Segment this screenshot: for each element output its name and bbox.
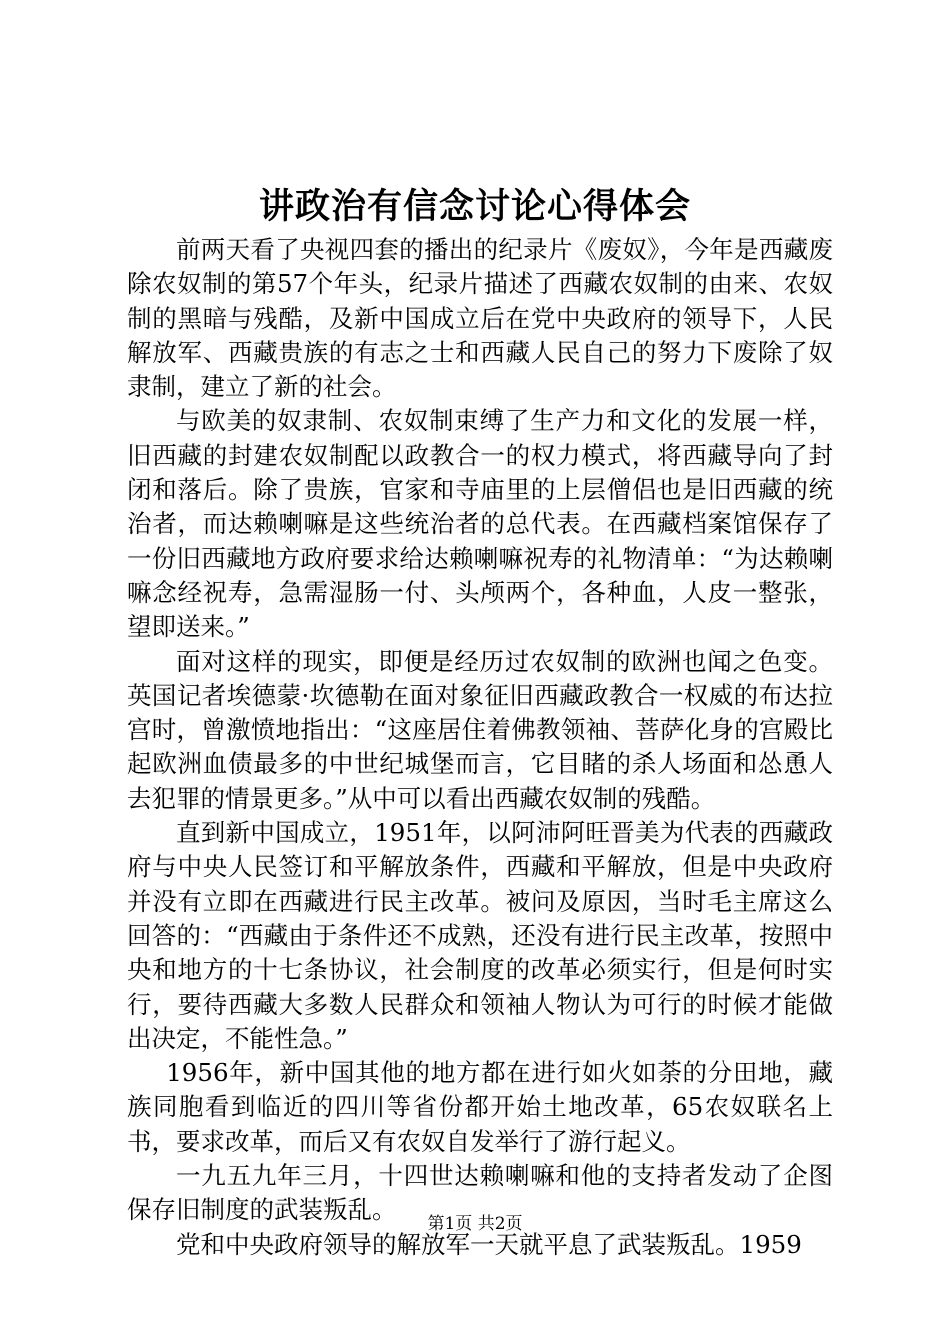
paragraph: 前两天看了央视四套的播出的纪录片《废奴》，今年是西藏废除农奴制的第57个年头，纪录片描述了西藏农奴制的由来、农奴制的黑暗与残酷，及新中国成立后在党中央政府的领导下，人民解放军、西藏贵族的有志之士和西藏人民自己的努力下废除了奴隶制，建立了新的社会。 (127, 235, 833, 402)
document-body (127, 233, 833, 1262)
page-number-footer: 第1页 共2页 (427, 1214, 523, 1234)
paragraph: 直到新中国成立，1951年，以阿沛阿旺晋美为代表的西藏政府与中央人民签订和平解放条件，西藏和平解放，但是中央政府并没有立即在西藏进行民主改革。被问及原因，当时毛主席这么回答的：“西藏由于条件还不成熟，还没有进行民主改革，按照中央和地方的十七条协议，社会制度的改革必须实行，但是何时实行，要待西藏大多数人民群众和领袖人物认为可行的时候才能做出决定，不能性急。” (127, 818, 833, 1053)
paragraph: 面对这样的现实，即便是经历过农奴制的欧洲也闻之色变。英国记者埃德蒙·坎德勒在面对象征旧西藏政教合一权威的布达拉宫时，曾激愤地指出：“这座居住着佛教领袖、菩萨化身的宫殿比起欧洲血债最多的中世纪城堡而言，它目睹的杀人场面和怂恿人去犯罪的情景更多。”从中可以看出西藏农奴制的残酷。 (127, 646, 833, 813)
paragraph: 与欧美的奴隶制、农奴制束缚了生产力和文化的发展一样，旧西藏的封建农奴制配以政教合一的权力模式，将西藏导向了封闭和落后。除了贵族，官家和寺庙里的上层僧侣也是旧西藏的统治者，而达赖喇嘛是这些统治者的总代表。在西藏档案馆保存了一份旧西藏地方政府要求给达赖喇嘛祝寿的礼物清单：“为达赖喇嘛念经祝寿，急需湿肠一付、头颅两个，各种血，人皮一整张，望即送来。” (127, 406, 833, 642)
paragraph: 一九五九年三月，十四世达赖喇嘛和他的支持者发动了企图保存旧制度的武装叛乱。 (127, 1161, 833, 1225)
document-title: 讲政治有信念讨论心得体会 (258, 186, 691, 227)
paragraph: 党和中央政府领导的解放军一天就平息了武装叛乱。1959 (176, 1229, 802, 1259)
paragraph: 1956年，新中国其他的地方都在进行如火如荼的分田地，藏族同胞看到临近的四川等省份都开始土地改革，65农奴联名上书，要求改革，而后又有农奴自发举行了游行起义。 (127, 1058, 833, 1156)
